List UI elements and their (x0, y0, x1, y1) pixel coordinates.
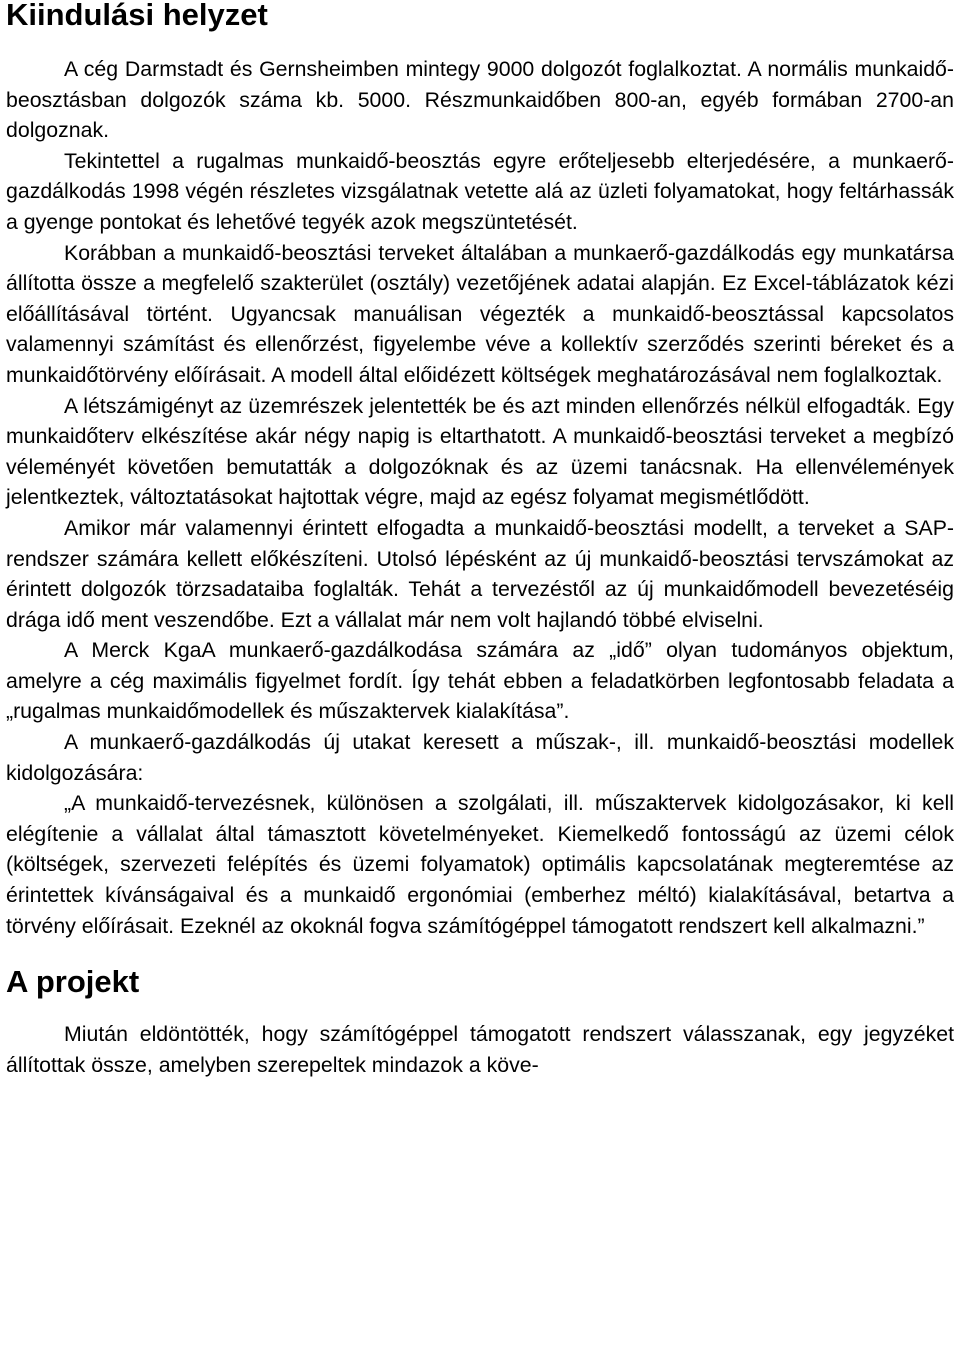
paragraph-flexible-scheduling: Tekintettel a rugalmas munkaidő-beosztás egyre erőteljesebb elterjedésére, a munkaerő-gazdálkodás 1998 végén részletes vizsgálatnak vetette alá az üzleti folyamatokat, hogy feltárhassák a gyenge pontokat és lehetővé tegyék azok megszüntetését. (6, 148, 954, 234)
paragraph-staff-numbers: A cég Darmstadt és Gernsheimben mintegy 9000 dolgozót foglalkoztat. A normális munkaidő-beosztásban dolgozók száma kb. 5000. Részmunkaidőben 800-an, egyéb formában 2700-an dolgoznak. (6, 57, 954, 143)
paragraph-headcount-demand: A létszámigényt az üzemrészek jelentették be és azt minden ellenőrzés nélkül elfogadták. Egy munkaidőterv elkészítése akár négy napig is eltarthatott. A munkaidő-beosztási terveket a megbízó véleményét követően bemutatták a dolgozóknak és az üzemi tanácsnak. Ha ellenvélemények jelentkeztek, változtatásokat hajtottak végre, majd az egész folyamat megismétlődött. (6, 393, 954, 510)
section-title-kiindulasi-helyzet: Kiindulási helyzet (6, 0, 268, 32)
document-page (6, 0, 954, 1080)
paragraph-new-approaches: A munkaerő-gazdálkodás új utakat keresett a műszak-, ill. munkaidő-beosztási modellek kidolgozására: (6, 730, 954, 785)
paragraph-previous-planning: Korábban a munkaidő-beosztási terveket általában a munkaerő-gazdálkodás egy munkatársa állította össze a megfelelő szakterület (osztály) vezetőjének adatai alapján. Ez Excel-táblázatok kézi előállításával történt. Ugyancsak manuálisan végezték a munkaidő-beosztással kapcsolatos valamennyi számítást és ellenőrzést, figyelembe véve a kollektív szerződés szerinti béreket és a munkaidőtörvény előírásait. A modell által előidézett költségek meghatározásával nem foglalkoztak. (6, 240, 954, 387)
paragraph-quote-requirements: „A munkaidő-tervezésnek, különösen a szolgálati, ill. műszaktervek kidolgozásakor, ki kell elégítenie a vállalat által támasztott követelményeket. Kiemelkedő fontosságú az üzemi célok (költségek, szervezeti felépítés és üzemi folyamatok) optimális kapcsolatának megteremtése az érintettek kívánságaival és a munkaidő ergonómiai (emberhez méltó) kialakításával, betartva a törvény előírásait. Ezeknél az okoknál fogva számítógéppel támogatott rendszert kell alkalmazni.” (6, 791, 954, 938)
paragraph-sap-preparation: Amikor már valamennyi érintett elfogadta a munkaidő-beosztási modellt, a terveket a SAP-rendszer számára kellett előkészíteni. Utolsó lépésként az új munkaidő-beosztási tervszámokat az érintett dolgozók törzsadataiba foglalták. Tehát a tervezéstől az új munkaidőmodell bevezetéséig drága idő ment veszendőbe. Ezt a vállalat már nem volt hajlandó többé elviselni. (6, 515, 954, 632)
paragraph-merck-time: A Merck KgaA munkaerő-gazdálkodása számára az „idő” olyan tudományos objektum, amelyre a cég maximális figyelmet fordít. Így tehát ebben a feladatkörben legfontosabb feladata a „rugalmas munkaidőmodellek és műszaktervek kialakítása”. (6, 638, 954, 724)
paragraph-project-intro: Miután eldöntötték, hogy számítógéppel támogatott rendszert válasszanak, egy jegyzéket állítottak össze, amelyben szerepeltek mindazok a köve- (6, 1022, 954, 1077)
section-title-a-projekt: A projekt (6, 964, 140, 1000)
